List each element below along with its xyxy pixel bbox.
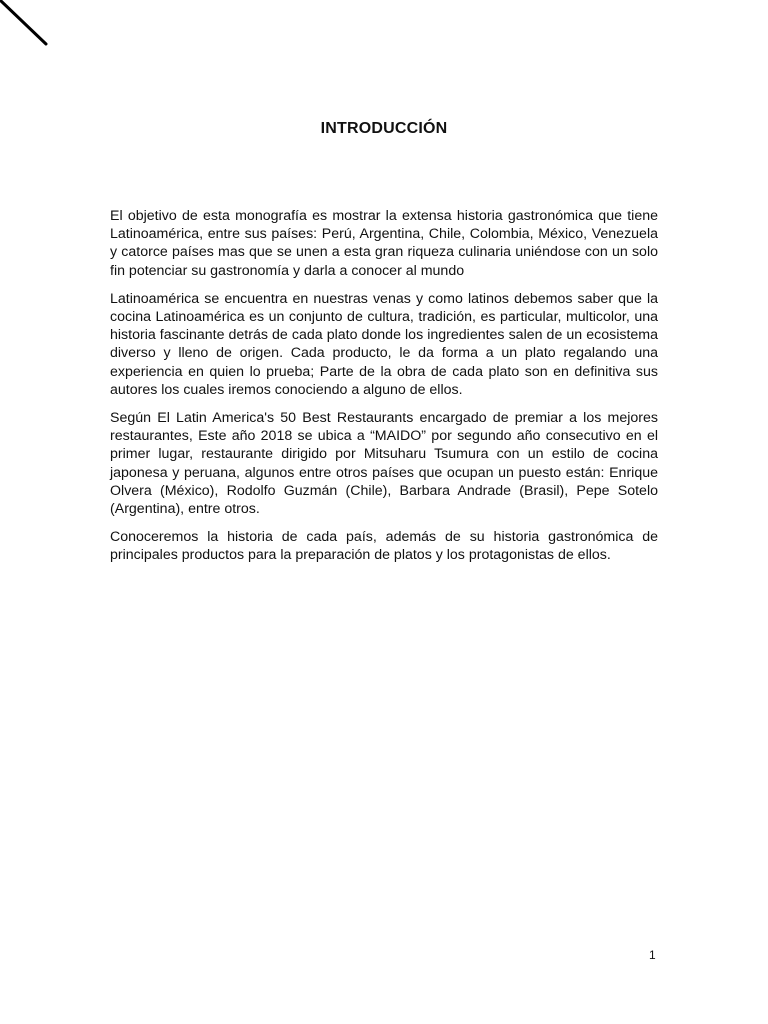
page-number: 1 [649, 948, 656, 962]
paragraph-3: Según El Latin America's 50 Best Restaurants encargado de premiar a los mejores restaurantes, Este año 2018 se ubica a “MAIDO” por segundo año consecutivo en el primer lugar, restaurante dirigido por Mitsuharu Tsumura con un estilo de cocina japonesa y peruana, algunos entre otros países que ocupan un puesto están: Enrique Olvera (México), Rodolfo Guzmán (Chile), Barbara Andrade (Brasil), Pepe Sotelo (Argentina), entre otros. [110, 410, 658, 518]
paragraph-4: Conoceremos la historia de cada país, además de su historia gastronómica de principales productos para la preparación de platos y los protagonistas de ellos. [110, 529, 658, 564]
paragraph-2: Latinoamérica se encuentra en nuestras venas y como latinos debemos saber que la cocina Latinoamérica es un conjunto de cultura, tradición, es particular, multicolor, una historia fascinante detrás de cada plato donde los ingredientes salen de un ecosistema diverso y lleno de origen. Cada producto, le da forma a un plato regalando una experiencia en quien lo prueba; Parte de la obra de cada plato son en definitiva sus autores los cuales iremos conociendo a alguno de ellos. [110, 290, 658, 398]
paragraph-1: El objetivo de esta monografía es mostrar la extensa historia gastronómica que tiene Latinoamérica, entre sus países: Perú, Argentina, Chile, Colombia, México, Venezuela y catorce países mas que se unen a esta gran riqueza culinaria uniéndose con un solo fin potenciar su gastronomía y darla a conocer al mundo [110, 208, 658, 279]
document-body [110, 207, 658, 575]
page-title: INTRODUCCIÓN [320, 120, 448, 137]
fold-corner-line [0, 0, 60, 60]
